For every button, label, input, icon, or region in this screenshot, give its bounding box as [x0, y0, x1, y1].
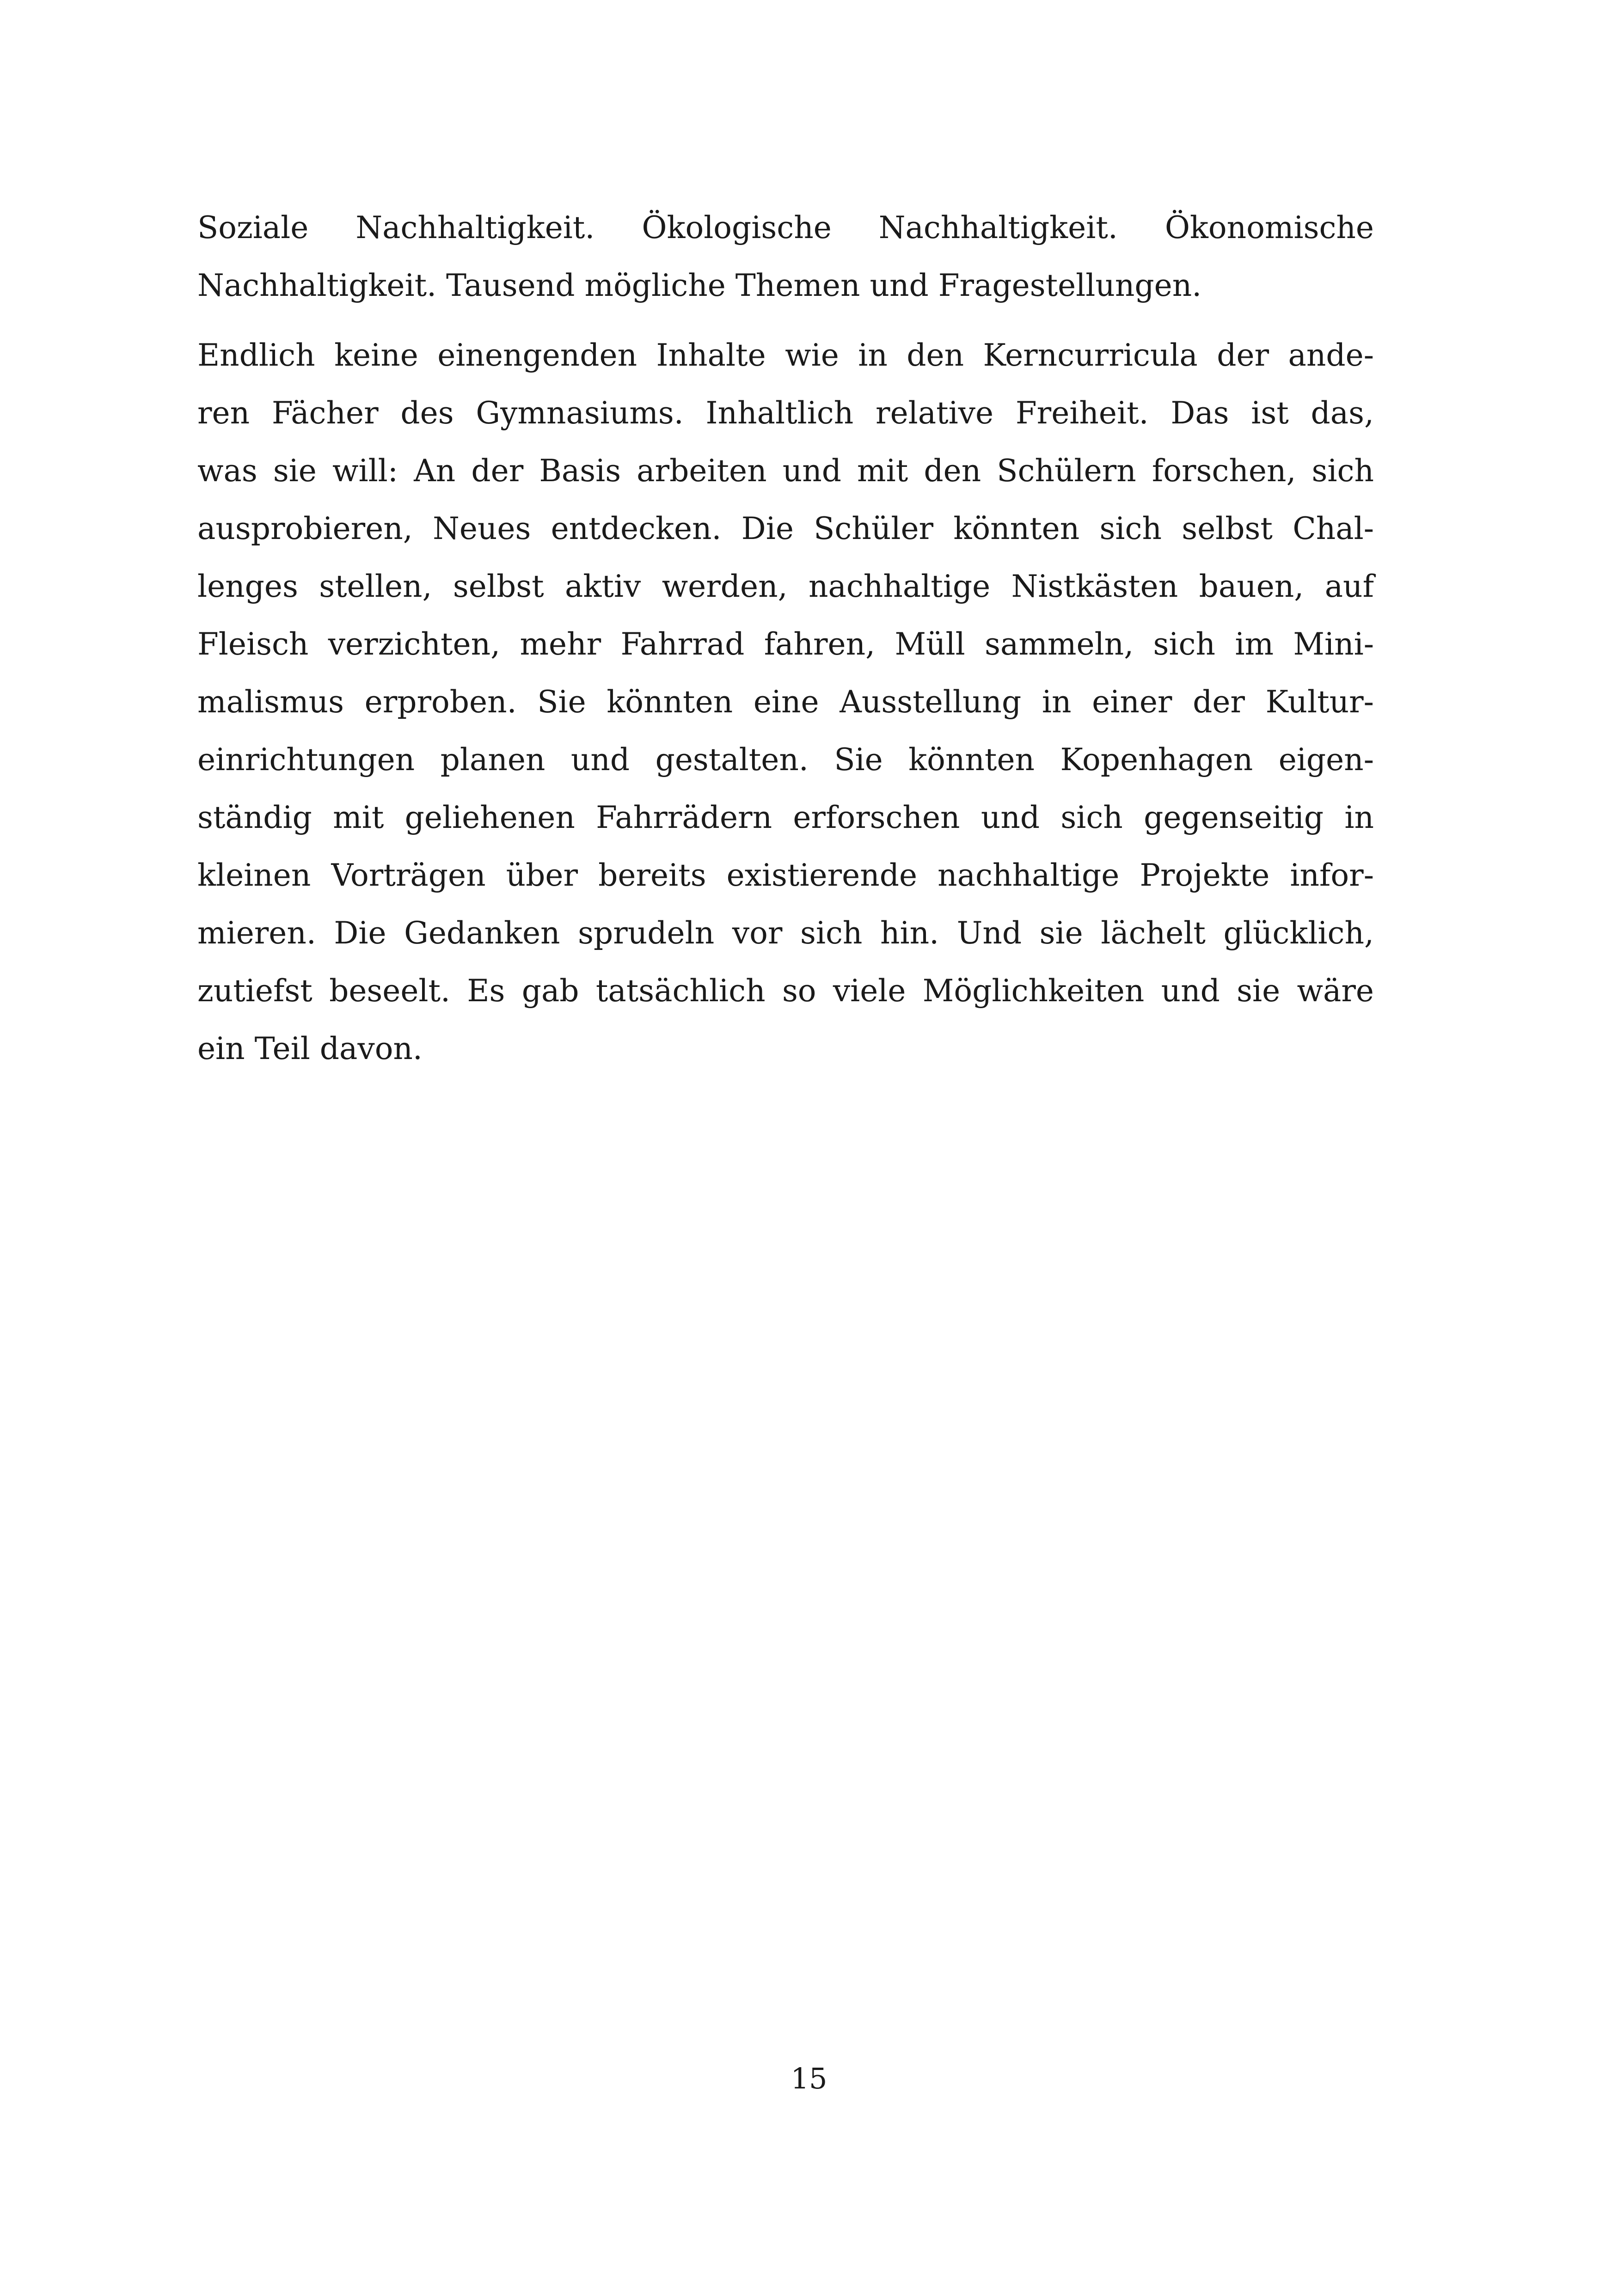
text-line: Fleisch verzichten, mehr Fahrrad fahren, Müll sammeln, sich im Mini- — [197, 626, 1374, 662]
text-line: Nachhaltigkeit. Tausend mögliche Themen und Fragestellungen. — [197, 268, 1202, 303]
text-line: lenges stellen, selbst aktiv werden, nachhaltige Nistkästen bauen, auf — [197, 569, 1374, 604]
text-line: was sie will: An der Basis arbeiten und mit den Schülern forschen, sich — [197, 453, 1374, 489]
text-line: ausprobieren, Neues entdecken. Die Schüler könnten sich selbst Chal- — [197, 511, 1374, 546]
page-number: 15 — [791, 2062, 827, 2095]
text-line: malismus erproben. Sie könnten eine Ausstellung in einer der Kultur- — [197, 684, 1374, 720]
text-line: ein Teil davon. — [197, 1031, 423, 1066]
text-line: ständig mit geliehenen Fahrrädern erforschen und sich gegenseitig in — [197, 800, 1374, 835]
body-text — [197, 199, 1374, 1078]
text-line: einrichtungen planen und gestalten. Sie könnten Kopenhagen eigen- — [197, 742, 1374, 778]
paragraph-gap — [197, 314, 1374, 326]
text-line: ren Fächer des Gymnasiums. Inhaltlich relative Freiheit. Das ist das, — [197, 395, 1374, 431]
paragraph-2 — [197, 326, 1374, 1078]
text-line: mieren. Die Gedanken sprudeln vor sich hin. Und sie lächelt glücklich, — [197, 915, 1374, 951]
text-line: Soziale Nachhaltigkeit. Ökologische Nachhaltigkeit. Ökonomische — [197, 210, 1374, 245]
text-line: zutiefst beseelt. Es gab tatsächlich so viele Möglichkeiten und sie wäre — [197, 973, 1374, 1009]
paragraph-1 — [197, 199, 1374, 314]
text-line: Endlich keine einengenden Inhalte wie in den Kerncurricula der ande- — [197, 337, 1374, 373]
text-line: kleinen Vorträgen über bereits existierende nachhaltige Projekte infor- — [197, 857, 1374, 893]
